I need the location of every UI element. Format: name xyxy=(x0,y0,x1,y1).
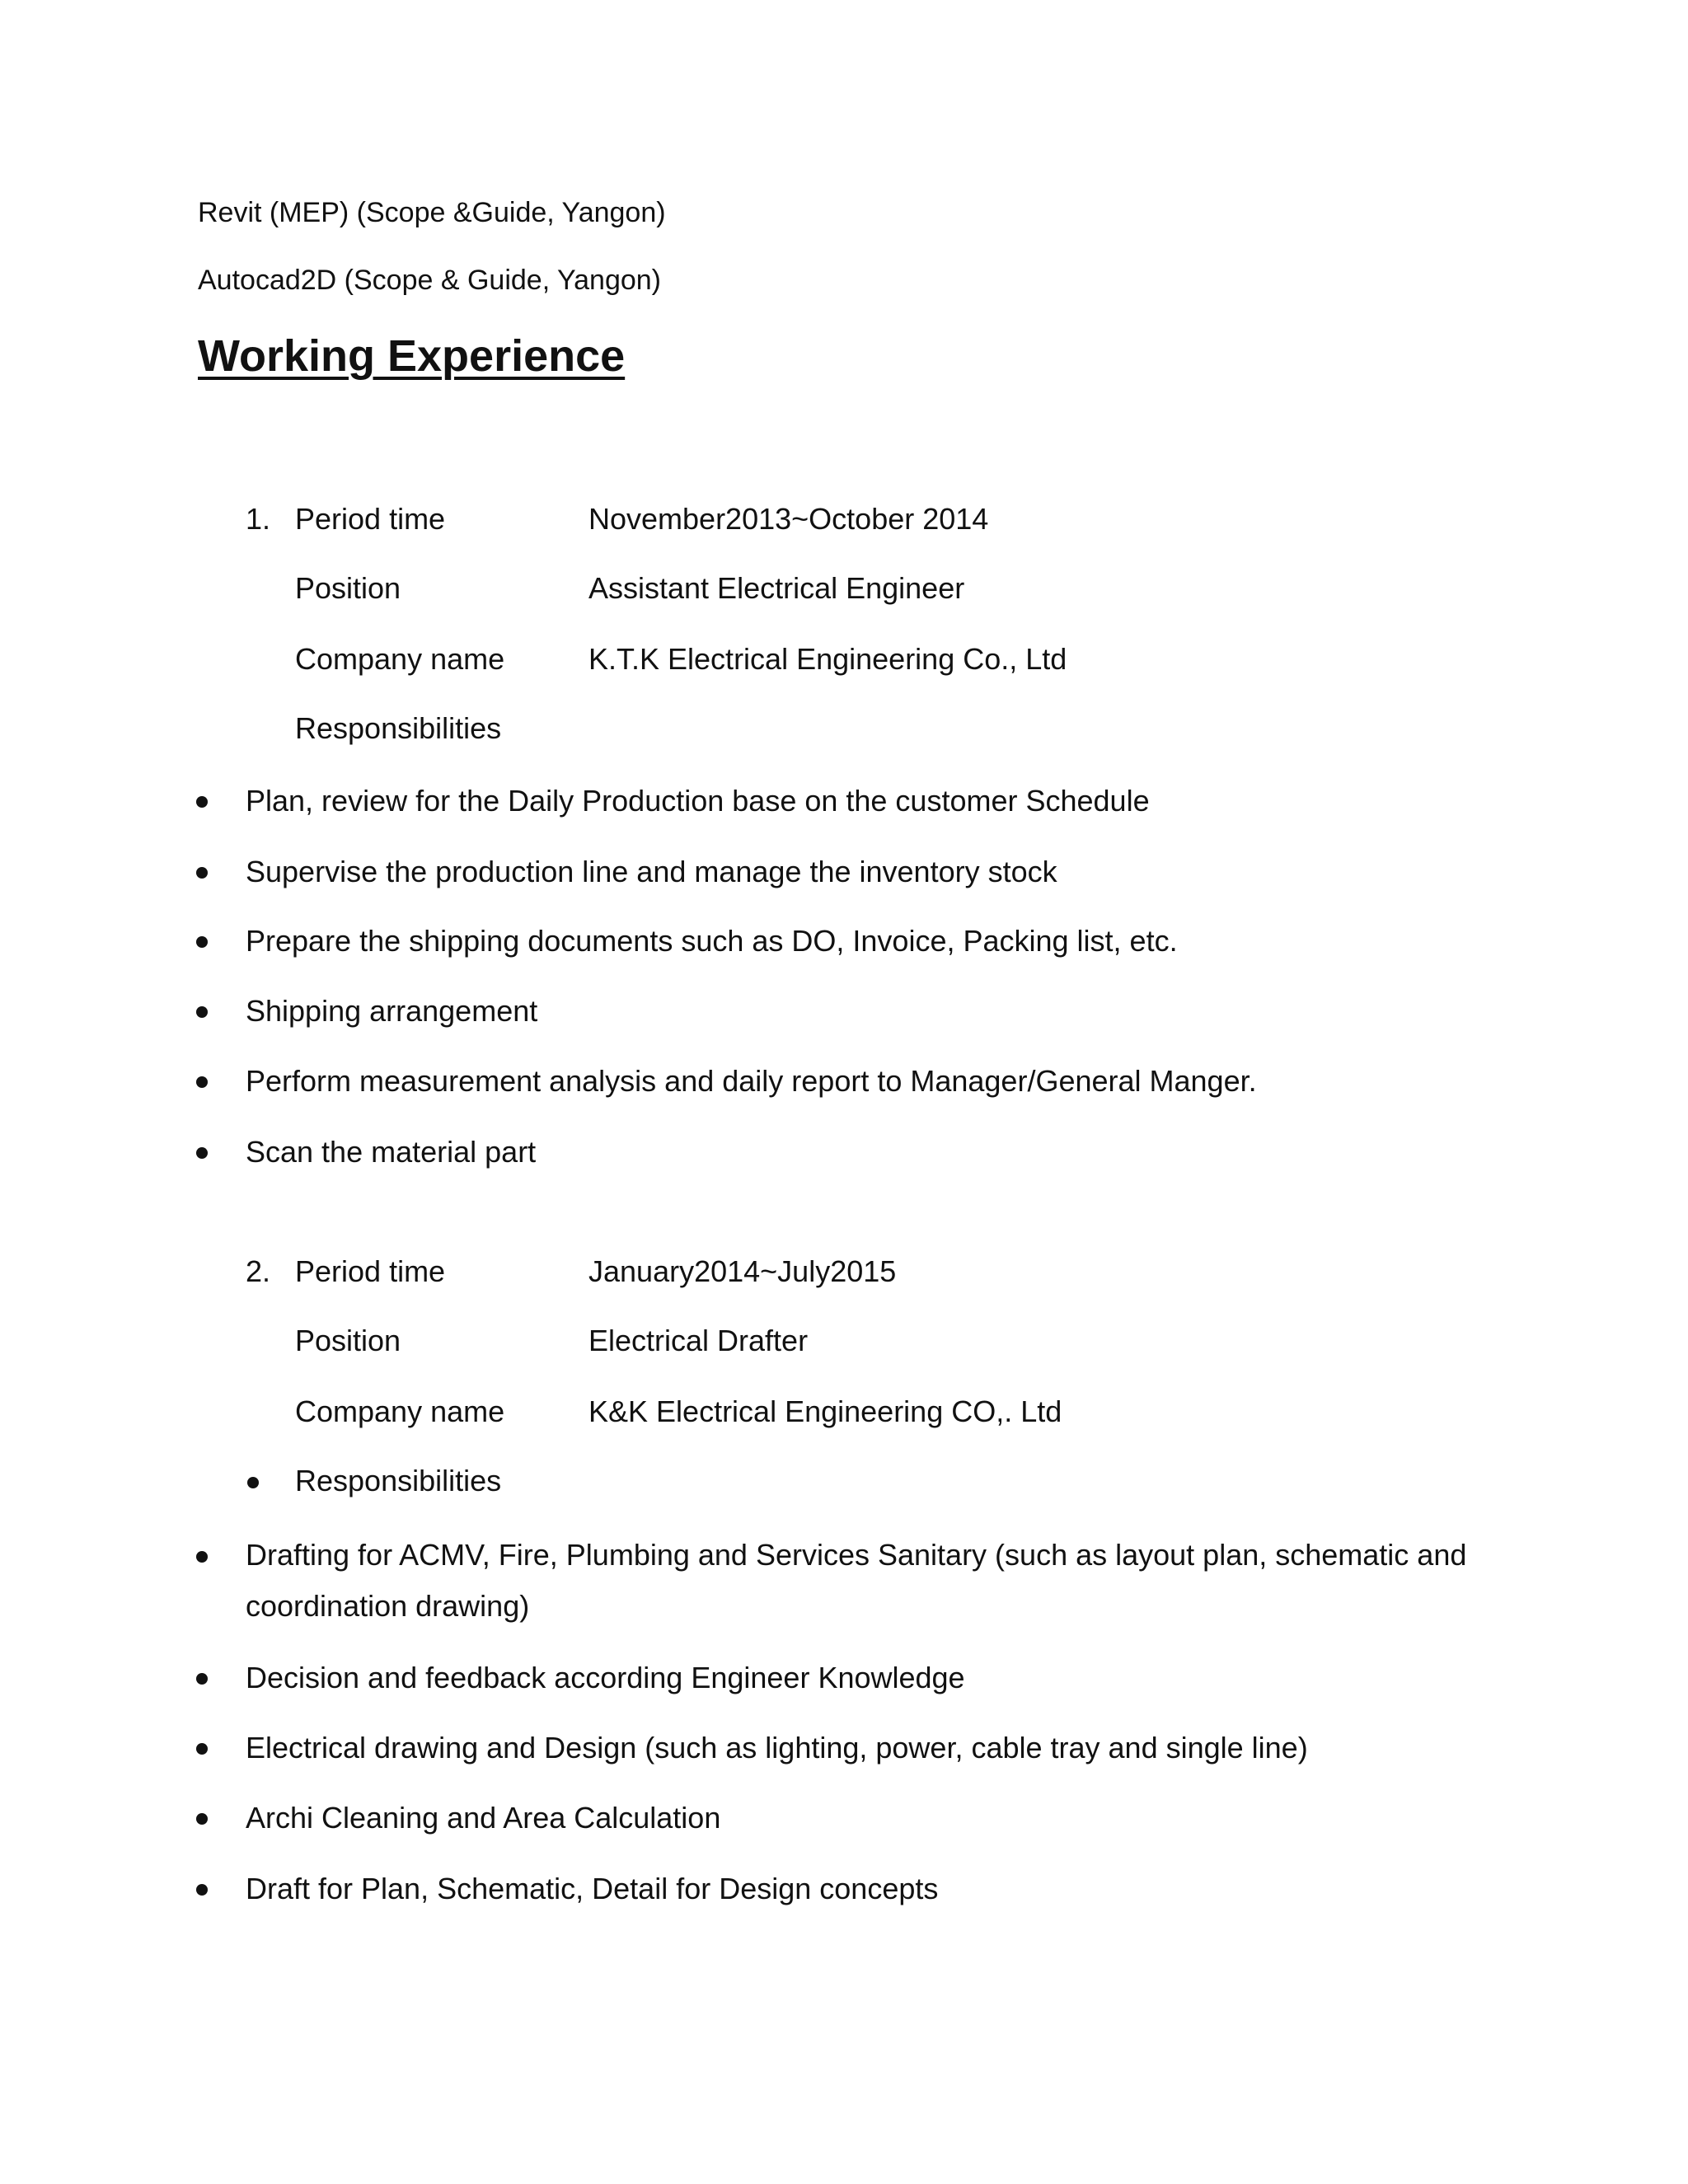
period-value: January2014~July2015 xyxy=(588,1254,897,1288)
bullet-icon xyxy=(196,1743,208,1755)
company-label: Company name xyxy=(295,642,505,676)
training-item-revit: Revit (MEP) (Scope &Guide, Yangon) xyxy=(198,197,666,228)
bullet-icon xyxy=(196,796,208,808)
bullet-icon xyxy=(196,1006,208,1018)
section-title-working-experience: Working Experience xyxy=(198,331,626,381)
bullet-icon xyxy=(196,936,208,948)
bullet-icon xyxy=(196,1673,208,1685)
list-item: Perform measurement analysis and daily report to Manager/General Manger. xyxy=(246,1064,1257,1098)
position-label: Position xyxy=(295,1324,401,1357)
position-label: Position xyxy=(295,571,401,605)
list-item: Draft for Plan, Schematic, Detail for Design concepts xyxy=(246,1872,939,1905)
job-number: 1. xyxy=(246,502,271,536)
position-value: Electrical Drafter xyxy=(588,1324,809,1357)
list-item: Supervise the production line and manage the inventory stock xyxy=(246,855,1057,888)
list-item: Scan the material part xyxy=(246,1135,537,1169)
bullet-icon xyxy=(196,1884,208,1896)
list-item: Prepare the shipping documents such as DO, Invoice, Packing list, etc. xyxy=(246,924,1178,958)
company-label: Company name xyxy=(295,1394,505,1428)
list-item: Drafting for ACMV, Fire, Plumbing and Services Sanitary (such as layout plan, schematic and coordination drawing) xyxy=(246,1538,1467,1623)
period-label: Period time xyxy=(295,502,446,536)
job-number: 2. xyxy=(246,1254,271,1288)
period-label: Period time xyxy=(295,1254,446,1288)
bullet-icon xyxy=(196,1147,208,1159)
list-item: Shipping arrangement xyxy=(246,994,538,1028)
list-item: Plan, review for the Daily Production base on the customer Schedule xyxy=(246,784,1150,818)
list-item: Electrical drawing and Design (such as lighting, power, cable tray and single line) xyxy=(246,1731,1308,1765)
company-value: K.T.K Electrical Engineering Co., Ltd xyxy=(588,642,1067,676)
training-item-autocad: Autocad2D (Scope & Guide, Yangon) xyxy=(198,265,661,296)
bullet-icon xyxy=(247,1477,259,1488)
list-item: Archi Cleaning and Area Calculation xyxy=(246,1801,721,1835)
period-value: November2013~October 2014 xyxy=(588,502,989,536)
bullet-icon xyxy=(196,1551,208,1563)
bullet-icon xyxy=(196,1813,208,1825)
responsibilities-label: Responsibilities xyxy=(295,1464,502,1497)
position-value: Assistant Electrical Engineer xyxy=(588,571,965,605)
bullet-icon xyxy=(196,1076,208,1088)
bullet-icon xyxy=(196,867,208,879)
responsibilities-label: Responsibilities xyxy=(295,711,502,745)
list-item: Decision and feedback according Engineer Knowledge xyxy=(246,1661,965,1694)
company-value: K&K Electrical Engineering CO,. Ltd xyxy=(588,1394,1062,1428)
